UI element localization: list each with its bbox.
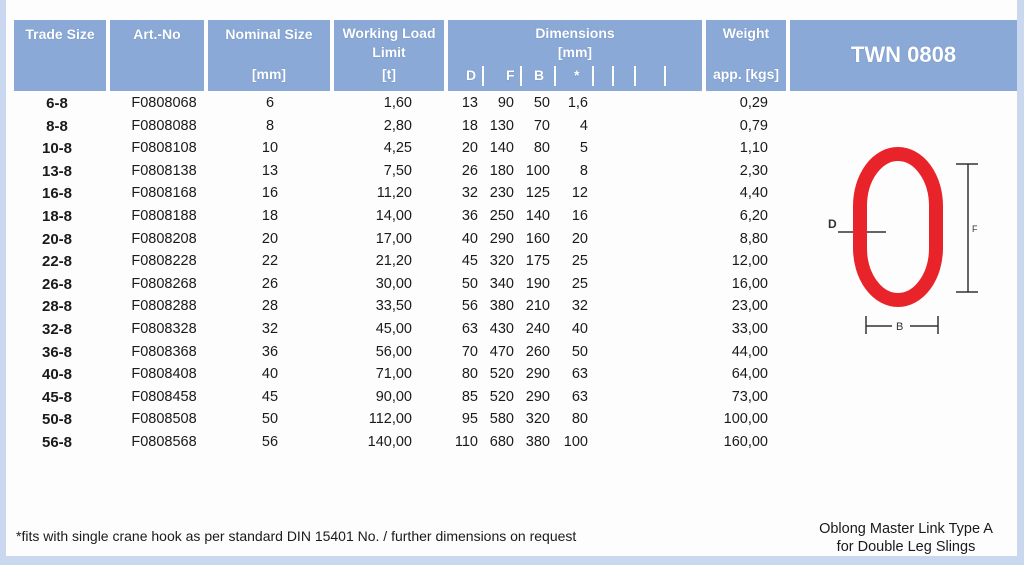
nominal-size-cell: 50	[261, 411, 279, 428]
table-row	[14, 364, 804, 387]
trade-size-cell: 6-8	[46, 95, 68, 112]
dim-star-cell: 20	[571, 230, 588, 247]
dim-separator	[482, 66, 484, 86]
trade-size-cell: 22-8	[41, 253, 73, 271]
weight-cell: 100,00	[723, 411, 768, 428]
dim-d-cell: 63	[461, 320, 478, 337]
working-load-cell: 33,50	[375, 298, 412, 315]
header-art-no	[110, 20, 204, 91]
header-dim-star: *	[574, 67, 580, 83]
model-title: TWN 0808	[850, 42, 957, 67]
weight-cell: 73,00	[731, 388, 768, 405]
header-dimensions	[448, 20, 702, 91]
dim-f-cell: 680	[489, 433, 514, 450]
dim-b-cell: 290	[525, 366, 550, 383]
art-no-cell: F0808368	[131, 343, 197, 360]
header-art-no-label: Art.-No	[133, 26, 181, 42]
weight-cell: 44,00	[731, 343, 768, 360]
trade-size-cell: 13-8	[41, 162, 73, 180]
art-no-cell: F0808138	[131, 162, 197, 179]
header-weight	[706, 20, 786, 91]
dim-f-cell: 520	[489, 366, 514, 383]
header-dim-d: D	[466, 67, 477, 83]
nominal-size-cell: 18	[261, 207, 279, 224]
art-no-cell: F0808568	[131, 433, 197, 450]
table-row	[14, 93, 804, 116]
dim-separator	[634, 66, 636, 86]
working-load-cell: 30,00	[375, 275, 412, 292]
dim-star-cell: 25	[571, 275, 588, 292]
weight-cell: 33,00	[731, 320, 768, 337]
art-no-cell: F0808288	[131, 298, 197, 315]
table-row	[14, 296, 804, 319]
dim-separator	[592, 66, 594, 86]
trade-size-cell: 16-8	[41, 185, 73, 203]
header-dimensions-label: Dimensions	[535, 25, 615, 41]
dim-d-cell: 13	[461, 95, 478, 111]
dim-star-cell: 8	[579, 162, 588, 179]
dim-b-cell: 380	[525, 433, 550, 450]
nominal-size-cell: 28	[261, 298, 279, 315]
art-no-cell: F0808508	[131, 411, 197, 428]
weight-cell: 0,29	[739, 95, 768, 111]
dim-d-cell: 50	[461, 275, 478, 292]
dim-f-cell: 340	[489, 275, 514, 292]
header-weight-unit: app. [kgs]	[712, 66, 780, 82]
header-wll-line2: Limit	[372, 44, 406, 60]
dim-star-cell: 80	[571, 411, 588, 428]
dim-star-cell: 63	[571, 388, 588, 405]
trade-size-cell: 18-8	[41, 207, 73, 225]
dim-separator	[554, 66, 556, 86]
header-model	[790, 20, 1017, 91]
trade-size-cell: 40-8	[41, 366, 73, 384]
trade-size-cell: 32-8	[41, 320, 73, 338]
working-load-cell: 17,00	[375, 230, 412, 247]
weight-cell: 64,00	[731, 366, 768, 383]
art-no-cell: F0808458	[131, 388, 197, 405]
master-link-diagram	[820, 140, 1000, 340]
art-no-cell: F0808328	[131, 320, 197, 337]
dim-f-cell: 320	[489, 253, 514, 270]
table-row	[14, 183, 804, 206]
left-border	[0, 0, 6, 565]
dim-f-cell: 90	[497, 95, 514, 111]
art-no-cell: F0808408	[131, 366, 197, 383]
table-row	[14, 206, 804, 229]
dim-b-cell: 320	[525, 411, 550, 428]
caption-line1: Oblong Master Link Type A	[819, 521, 993, 537]
dim-separator	[520, 66, 522, 86]
working-load-cell: 71,00	[375, 366, 412, 383]
nominal-size-cell: 20	[261, 230, 279, 247]
header-weight-label: Weight	[722, 25, 770, 41]
header-working-load-limit	[334, 20, 444, 91]
footnote: *fits with single crane hook as per standard DIN 15401 No. / further dimensions on request	[16, 528, 577, 544]
dim-d-cell: 26	[461, 162, 478, 179]
nominal-size-cell: 8	[265, 117, 275, 134]
table-row	[14, 387, 804, 410]
dim-d-cell: 80	[461, 366, 478, 383]
dim-star-cell: 40	[571, 320, 588, 337]
header-nominal-size-label: Nominal Size	[225, 26, 313, 42]
dim-star-cell: 32	[571, 298, 588, 315]
weight-cell: 1,10	[739, 140, 768, 157]
dim-f-cell: 470	[489, 343, 514, 360]
table-row	[14, 161, 804, 184]
table-row	[14, 251, 804, 274]
dim-f-cell: 380	[489, 298, 514, 315]
dim-d-cell: 85	[461, 388, 478, 405]
dim-star-cell: 63	[571, 366, 588, 383]
trade-size-cell: 50-8	[41, 411, 73, 429]
dim-separator	[664, 66, 666, 86]
weight-cell: 8,80	[739, 230, 768, 247]
working-load-cell: 1,60	[383, 95, 412, 111]
dim-b-cell: 290	[525, 388, 550, 405]
nominal-size-cell: 22	[261, 253, 279, 270]
working-load-cell: 21,20	[375, 253, 412, 270]
header-dim-f: F	[506, 67, 515, 83]
nominal-size-cell: 6	[265, 95, 275, 111]
weight-cell: 160,00	[723, 433, 768, 450]
dim-b-cell: 140	[525, 207, 550, 224]
product-caption	[796, 520, 1016, 556]
dim-f-cell: 580	[489, 411, 514, 428]
dim-b-cell: 190	[525, 275, 550, 292]
weight-cell: 6,20	[739, 207, 768, 224]
art-no-cell: F0808228	[131, 253, 197, 270]
header-trade-size	[14, 20, 106, 91]
art-no-cell: F0808088	[131, 117, 197, 134]
weight-cell: 23,00	[731, 298, 768, 315]
bottom-border	[0, 556, 1024, 565]
dim-f-cell: 130	[489, 117, 514, 134]
working-load-cell: 7,50	[383, 162, 412, 179]
table-row	[14, 319, 804, 342]
header-wll-line1: Working Load	[342, 25, 436, 41]
weight-cell: 2,30	[739, 162, 768, 179]
dim-b-cell: 80	[533, 140, 550, 157]
label-d: D	[828, 217, 837, 231]
header-trade-size-label: Trade Size	[25, 26, 95, 42]
working-load-cell: 2,80	[383, 117, 412, 134]
dim-b-cell: 240	[525, 320, 550, 337]
dim-d-cell: 95	[461, 411, 478, 428]
dim-separator	[612, 66, 614, 86]
dim-d-cell: 32	[461, 185, 478, 202]
working-load-cell: 45,00	[375, 320, 412, 337]
weight-cell: 4,40	[739, 185, 768, 202]
dim-d-cell: 110	[454, 433, 478, 450]
dim-f-cell: 140	[489, 140, 514, 157]
dim-star-cell: 4	[579, 117, 588, 134]
dim-star-cell: 100	[563, 433, 588, 450]
table-row	[14, 116, 804, 139]
header-dimensions-unit: [mm]	[557, 44, 593, 60]
dim-star-cell: 12	[571, 185, 588, 202]
spec-table	[14, 93, 804, 455]
header-nominal-unit: [mm]	[251, 66, 287, 82]
dim-d-cell: 70	[461, 343, 478, 360]
dim-star-cell: 25	[571, 253, 588, 270]
nominal-size-cell: 10	[261, 140, 279, 157]
working-load-cell: 4,25	[383, 140, 412, 157]
dim-b-cell: 70	[533, 117, 550, 134]
dim-f-cell: 430	[489, 320, 514, 337]
dim-d-cell: 45	[461, 253, 478, 270]
dim-star-cell: 1,6	[567, 95, 588, 111]
trade-size-cell: 45-8	[41, 388, 73, 406]
dim-d-cell: 36	[461, 207, 478, 224]
art-no-cell: F0808168	[131, 185, 197, 202]
nominal-size-cell: 13	[261, 162, 279, 179]
table-row	[14, 274, 804, 297]
oblong-link-shape	[860, 154, 936, 300]
label-b: B	[896, 321, 904, 333]
nominal-size-cell: 56	[261, 433, 279, 450]
nominal-size-cell: 40	[261, 366, 279, 383]
nominal-size-cell: 32	[261, 320, 279, 337]
nominal-size-cell: 26	[261, 275, 279, 292]
dim-b-cell: 50	[533, 95, 550, 111]
dim-f-cell: 520	[489, 388, 514, 405]
dim-f-cell: 180	[489, 162, 514, 179]
dim-d-cell: 40	[461, 230, 478, 247]
trade-size-cell: 36-8	[41, 343, 73, 361]
art-no-cell: F0808108	[131, 140, 197, 157]
dim-f-cell: 230	[489, 185, 514, 202]
art-no-cell: F0808068	[131, 95, 197, 111]
right-border	[1017, 0, 1024, 565]
dim-b-cell: 160	[525, 230, 550, 247]
dim-f-cell: 250	[489, 207, 514, 224]
table-row	[14, 138, 804, 161]
dim-d-cell: 18	[461, 117, 478, 134]
trade-size-cell: 26-8	[41, 275, 73, 293]
dim-b-cell: 175	[525, 253, 550, 270]
dim-b-cell: 210	[525, 298, 550, 315]
header-wll-unit: [t]	[382, 66, 396, 82]
dim-b-cell: 260	[525, 343, 550, 360]
weight-cell: 12,00	[731, 253, 768, 270]
dim-f-cell: 290	[489, 230, 514, 247]
working-load-cell: 14,00	[375, 207, 412, 224]
header-dim-b: B	[534, 67, 545, 83]
table-row	[14, 342, 804, 365]
trade-size-cell: 20-8	[41, 230, 73, 248]
trade-size-cell: 8-8	[46, 117, 68, 135]
label-f: F	[972, 224, 978, 234]
table-row	[14, 229, 804, 252]
working-load-cell: 11,20	[376, 185, 412, 202]
art-no-cell: F0808188	[131, 207, 197, 224]
table-row	[14, 432, 804, 455]
working-load-cell: 140,00	[367, 433, 412, 450]
working-load-cell: 90,00	[375, 388, 412, 405]
weight-cell: 0,79	[739, 117, 768, 134]
working-load-cell: 112,00	[368, 411, 412, 428]
caption-line2: for Double Leg Slings	[836, 539, 976, 555]
dim-b-cell: 100	[525, 162, 550, 179]
dim-star-cell: 50	[571, 343, 588, 360]
dim-d-cell: 56	[461, 298, 478, 315]
table-row	[14, 409, 804, 432]
working-load-cell: 56,00	[375, 343, 412, 360]
trade-size-cell: 10-8	[41, 140, 73, 158]
art-no-cell: F0808268	[131, 275, 197, 292]
nominal-size-cell: 36	[261, 343, 279, 360]
dim-d-cell: 20	[461, 140, 478, 157]
trade-size-cell: 56-8	[41, 433, 73, 451]
header-nominal-size	[208, 20, 330, 91]
art-no-cell: F0808208	[131, 230, 197, 247]
weight-cell: 16,00	[731, 275, 768, 292]
nominal-size-cell: 16	[261, 185, 279, 202]
dim-b-cell: 125	[525, 185, 550, 202]
dim-star-cell: 5	[579, 140, 588, 157]
nominal-size-cell: 45	[261, 388, 279, 405]
dim-star-cell: 16	[571, 207, 588, 224]
trade-size-cell: 28-8	[41, 298, 73, 316]
